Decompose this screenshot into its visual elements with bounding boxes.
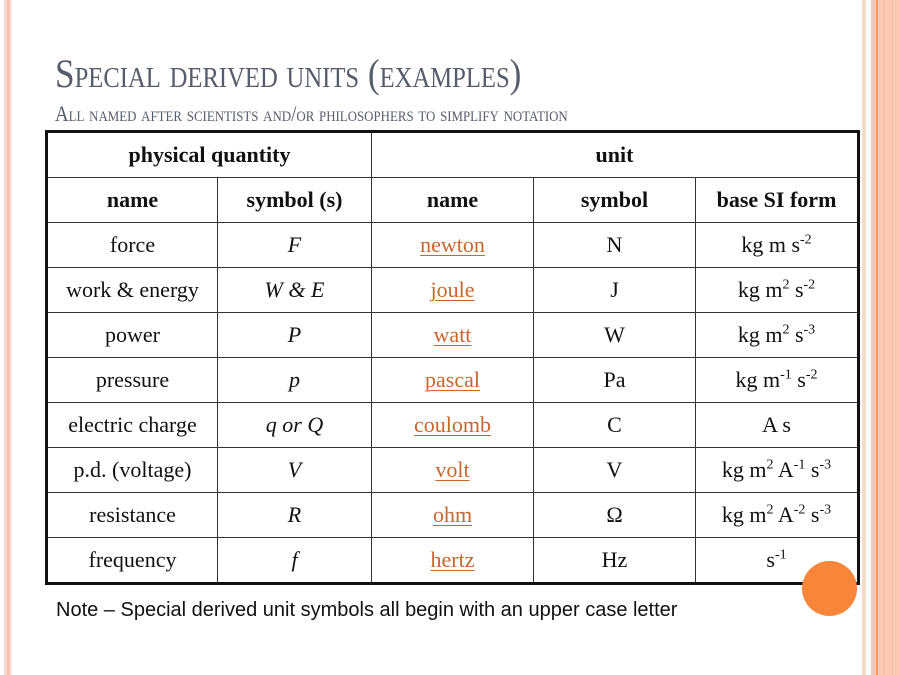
table-row — [47, 223, 859, 268]
base-si-form-cell — [696, 403, 859, 448]
unit-symbol-cell: Hz — [534, 538, 696, 584]
quantity-symbol-cell: R — [218, 493, 372, 538]
exponent: -3 — [803, 322, 816, 338]
exponent: -3 — [819, 457, 832, 473]
exponent: -2 — [803, 277, 816, 293]
exponent: 2 — [766, 502, 774, 518]
exponent: -2 — [793, 502, 806, 518]
quantity-name-cell: force — [47, 223, 218, 268]
footnote: Note – Special derived unit symbols all begin with an upper case letter — [56, 599, 678, 621]
column-header-unit-name: name — [372, 178, 534, 223]
unit-name-cell — [372, 448, 534, 493]
column-header-base-si-form: base SI form — [696, 178, 859, 223]
unit-term: s — [805, 457, 820, 482]
unit-name-link[interactable]: volt — [435, 457, 470, 482]
unit-name-link[interactable]: pascal — [425, 367, 480, 392]
base-si-form-cell — [696, 268, 859, 313]
unit-name-link[interactable]: joule — [430, 277, 475, 302]
unit-term: A — [773, 457, 794, 482]
unit-name-link[interactable]: ohm — [432, 502, 473, 527]
base-si-form-cell — [696, 448, 859, 493]
unit-term: s — [766, 547, 775, 572]
exponent: 2 — [782, 277, 790, 293]
unit-term: kg m — [735, 367, 781, 392]
exponent: -1 — [793, 457, 806, 473]
quantity-symbol-cell: q or Q — [218, 403, 372, 448]
quantity-symbol-cell: W & E — [218, 268, 372, 313]
unit-name-link[interactable]: coulomb — [414, 412, 491, 437]
column-header-quantity-name: name — [47, 178, 218, 223]
group-header-physical-quantity: physical quantity — [47, 132, 372, 178]
unit-term: kg m — [737, 277, 783, 302]
base-si-form-cell — [696, 358, 859, 403]
unit-symbol-cell: Pa — [534, 358, 696, 403]
unit-term: A s — [762, 412, 791, 437]
quantity-name-cell: pressure — [47, 358, 218, 403]
unit-symbol-cell: N — [534, 223, 696, 268]
slide-subtitle: All named after scientists and/or philosophers to simplify notation — [55, 101, 568, 126]
unit-name-link[interactable]: newton — [420, 232, 485, 257]
quantity-symbol-cell: F — [218, 223, 372, 268]
quantity-name-cell: power — [47, 313, 218, 358]
exponent: -1 — [774, 547, 787, 563]
quantity-name-cell: electric charge — [47, 403, 218, 448]
unit-name-cell — [372, 403, 534, 448]
group-header-row — [47, 132, 859, 178]
right-decorative-border — [862, 0, 900, 675]
exponent: -1 — [780, 367, 792, 383]
quantity-name-cell: frequency — [47, 538, 218, 584]
quantity-name-cell: work & energy — [47, 268, 218, 313]
unit-symbol-cell: J — [534, 268, 696, 313]
unit-symbol-cell: C — [534, 403, 696, 448]
quantity-symbol-cell: V — [218, 448, 372, 493]
unit-symbol-cell: V — [534, 448, 696, 493]
table-row — [47, 493, 859, 538]
unit-term: kg m — [721, 502, 767, 527]
quantity-symbol-cell: f — [218, 538, 372, 584]
column-header-row — [47, 178, 859, 223]
unit-term: s — [805, 502, 820, 527]
unit-name-cell — [372, 538, 534, 584]
table-row — [47, 268, 859, 313]
unit-term: s — [789, 277, 804, 302]
left-border-stripe — [10, 0, 12, 675]
exponent: -2 — [800, 232, 812, 248]
unit-term: kg m — [737, 322, 783, 347]
exponent: 2 — [766, 457, 774, 473]
unit-term: A — [773, 502, 794, 527]
unit-name-link[interactable]: watt — [433, 322, 472, 347]
base-si-form-cell — [696, 223, 859, 268]
exponent: -2 — [805, 367, 818, 383]
unit-term: s — [789, 322, 804, 347]
unit-name-cell — [372, 223, 534, 268]
slide-title: Special derived units (examples) — [55, 51, 522, 96]
quantity-name-cell: resistance — [47, 493, 218, 538]
table-row — [47, 358, 859, 403]
table-row — [47, 448, 859, 493]
unit-name-link[interactable]: hertz — [430, 547, 475, 572]
unit-name-cell — [372, 358, 534, 403]
unit-name-cell — [372, 268, 534, 313]
exponent: 2 — [782, 322, 790, 338]
unit-name-cell — [372, 313, 534, 358]
unit-term: s — [791, 367, 806, 392]
unit-term: kg m — [721, 457, 767, 482]
column-header-unit-symbol: symbol — [534, 178, 696, 223]
unit-symbol-cell: Ω — [534, 493, 696, 538]
table-row — [47, 538, 859, 584]
unit-name-cell — [372, 493, 534, 538]
derived-units-table — [45, 130, 860, 585]
unit-symbol-cell: W — [534, 313, 696, 358]
table-row — [47, 403, 859, 448]
exponent: -3 — [819, 502, 832, 518]
quantity-name-cell: p.d. (voltage) — [47, 448, 218, 493]
group-header-unit: unit — [372, 132, 859, 178]
quantity-symbol-cell: P — [218, 313, 372, 358]
unit-term: kg m s — [741, 232, 801, 257]
decorative-orange-circle — [802, 561, 857, 616]
column-header-quantity-symbol: symbol (s) — [218, 178, 372, 223]
base-si-form-cell — [696, 313, 859, 358]
quantity-symbol-cell: p — [218, 358, 372, 403]
table-row — [47, 313, 859, 358]
base-si-form-cell — [696, 493, 859, 538]
